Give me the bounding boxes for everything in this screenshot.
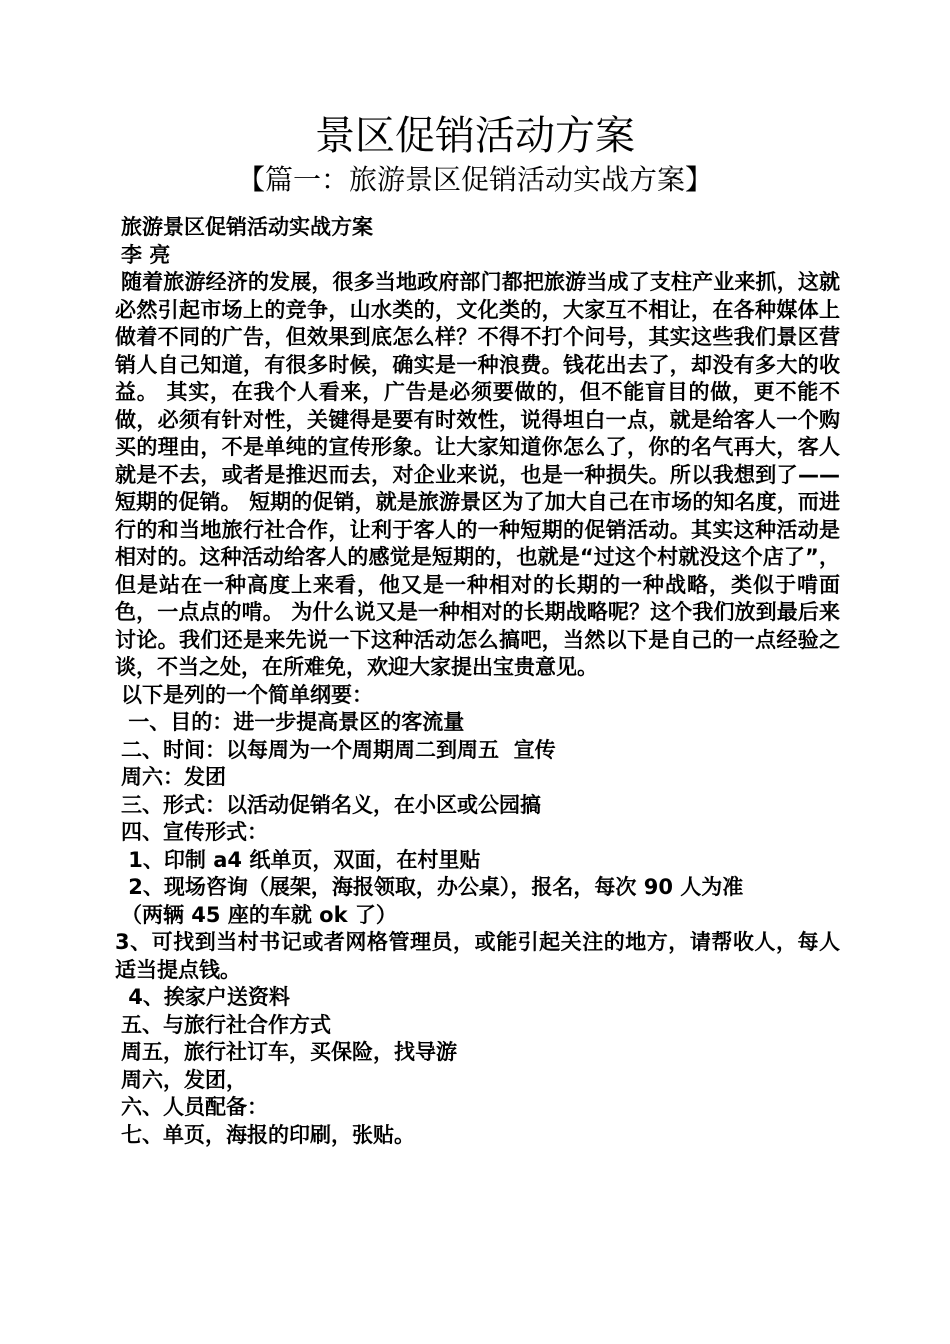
outline-item: （两辆 45 座的车就 ok 了）: [121, 902, 397, 927]
document-body: [115, 214, 840, 1149]
outline-item: 四、宣传形式：: [121, 820, 268, 844]
intro-paragraph: 随着旅游经济的发展，很多当地政府部门都把旅游当成了支柱产业来抓，这就必然引起市场上的竞争，山水类的，文化类的，大家互不相让，在各种媒体上做着不同的广告，但效果到底怎么样？不得不打个问号，其实这些我们景区营销人自己知道，有很多时候，确实是一种浪费。钱花出去了，却没有多大的收益。 其实，在我个人看来，广告是必须要做的，但不能盲目的做，更不能不做，必须有针对性，关键得是要有时效性，说得坦白一点，就是给客人一个购买的理由，不是单纯的宣传形象。让大家知道你怎么了，你的名气再大，客人就是不去，或者是推迟而去，对企业来说，也是一种损失。所以我想到了——短期的促销。 短期的促销，就是旅游景区为了加大自己在市场的知名度，而进行的和当地旅行社合作，让利于客人的一种短期的促销活动。其实这种活动是相对的。这种活动给客人的感觉是短期的，也就是“过这个村就没这个店了”，但是站在一种高度上来看，他又是一种相对的长期的一种战略，类似于啃面色，一点点的啃。 为什么说又是一种相对的长期战略呢？这个我们放到最后来讨论。我们还是来先说一下这种活动怎么搞吧，当然以下是自己的一点经验之谈，不当之处，在所难免，欢迎大家提出宝贵意见。: [115, 270, 840, 679]
outline-item-3: 3、可找到当村书记或者网格管理员，或能引起关注的地方，请帮收人，每人适当提点钱。: [115, 930, 840, 982]
outline-intro: 以下是列的一个简单纲要：: [121, 682, 373, 707]
outline-item: 五、与旅行社合作方式: [121, 1012, 331, 1037]
outline-item: 1、印制 a4 纸单页，双面，在村里贴: [121, 847, 481, 872]
outline-item: 周六：发团: [121, 765, 226, 789]
document-subtitle: 【篇一：旅游景区促销活动实战方案】: [236, 163, 713, 196]
outline-item: 三、形式：以活动促销名义，在小区或公园搞: [121, 792, 541, 817]
outline-item: 七、单页，海报的印刷，张贴。: [121, 1122, 415, 1147]
outline-item: 2、现场咨询（展架，海报领取，办公桌），报名，每次 90 人为准: [121, 875, 744, 899]
author-name: 李 亮: [121, 242, 171, 267]
article-title: 旅游景区促销活动实战方案: [121, 215, 373, 239]
outline-item: 周六，发团，: [121, 1067, 247, 1092]
outline-item: 二、时间：以每周为一个周期周二到周五 宣传: [121, 737, 556, 762]
outline-item: 周五，旅行社订车，买保险，找导游: [121, 1040, 457, 1064]
document-title: 景区促销活动方案: [315, 113, 635, 159]
outline-item: 一、目的：进一步提高景区的客流量: [121, 710, 465, 734]
outline-item: 4、挨家户送资料: [121, 985, 290, 1009]
outline-item: 六、人员配备：: [121, 1095, 268, 1119]
